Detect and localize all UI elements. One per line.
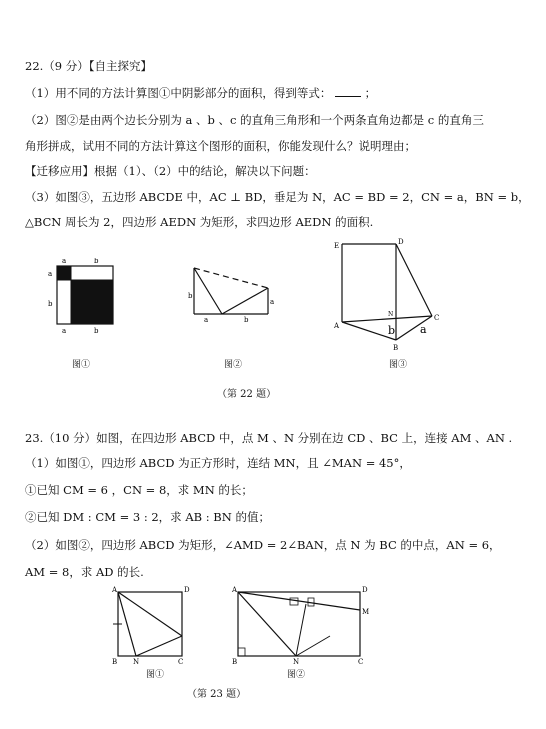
q23-heading: 23.（10 分）如图，在四边形 ABCD 中，点 M 、N 分别在边 CD 、BC 上，连接 AM 、AN . [25, 431, 513, 445]
q22-part2-line1: （2）图②是由两个边长分别为 a 、b 、c 的直角三角形和一个两条直角边都是 c 的直角三 [25, 113, 484, 127]
q23-figure-1 [110, 584, 192, 666]
q23-fig1-AM [118, 592, 182, 636]
fig1-small-shaded-square [57, 266, 71, 280]
q23-fig2-AM [238, 592, 360, 610]
fig3-label-E: E [334, 242, 340, 250]
q23-fig2-label-D: D [362, 586, 368, 594]
fig1-large-shaded-square [71, 280, 113, 324]
q23-fig2-label-B: B [232, 658, 238, 666]
q23-fig2-label-N: N [293, 658, 300, 666]
fig1-label-b-left: b [48, 300, 53, 308]
fig3-edge-BC [396, 316, 432, 340]
q23-fig2-aux-line [296, 604, 306, 656]
fig3-label-A: A [334, 322, 340, 330]
fig3-label-C: C [434, 314, 440, 322]
fig2-label-b-bottom: b [244, 316, 249, 324]
q22-figure-1-caption: 图① [72, 360, 91, 370]
q23-caption: （第 23 题） [187, 689, 247, 700]
q23-part2-line2: AM = 8，求 AD 的长. [25, 565, 144, 579]
q22-part1-end: ； [364, 86, 377, 100]
q22-figure-3-caption: 图③ [389, 360, 408, 370]
q23-fig1-label-C: C [178, 658, 184, 666]
q23-fig2-mark-1 [290, 598, 298, 605]
fig1-label-b-bottom: b [94, 327, 99, 334]
q22-part2-line2: 角形拼成，试用不同的方法计算这个图形的面积，你能发现什么？说明理由； [25, 139, 416, 153]
q23-fig1-label-A: A [112, 586, 118, 594]
q23-part2-line1: （2）如图②，四边形 ABCD 为矩形，∠AMD = 2∠BAN，点 N 为 BC 的中点，AN = 6， [25, 538, 501, 552]
fig3-label-D: D [398, 238, 404, 246]
q23-fig2-label-M: M [362, 608, 370, 616]
q22-part1-text: （1）用不同的方法计算图①中阴影部分的面积，得到等式： [25, 86, 332, 100]
fig1-label-a-left: a [48, 270, 53, 278]
q22-answer-blank [335, 86, 361, 97]
fig3-diagonal-AC [342, 316, 432, 322]
q23-fig1-MN [136, 636, 182, 656]
q22-figure-1 [40, 258, 126, 334]
q23-fig2-label-C: C [358, 658, 364, 666]
q23-fig2-right-angle [238, 648, 245, 656]
q23-fig2-label-A: A [232, 586, 238, 594]
fig2-dashed-hypotenuse [194, 268, 268, 288]
fig3-label-N: N [388, 311, 394, 318]
fig1-label-a-top: a [62, 258, 67, 265]
q23-figure-2 [230, 584, 370, 666]
q23-fig2-AN [238, 592, 296, 656]
q22-caption: （第 22 题） [217, 389, 277, 400]
fig2-label-a-right: a [270, 298, 275, 306]
q23-part1-sub1: ①已知 CM = 6 ，CN = 8，求 MN 的长； [25, 483, 253, 497]
fig3-label-b: b [388, 324, 396, 337]
q23-part1-sub2: ②已知 DM : CM = 3 : 2，求 AB : BN 的值； [25, 510, 270, 524]
fig3-label-B: B [393, 344, 399, 352]
q23-figure-2-caption: 图② [287, 670, 306, 680]
q23-part1: （1）如图①，四边形 ABCD 为正方形时，连结 MN，且 ∠MAN = 45°， [25, 456, 411, 470]
q22-figure-2 [184, 262, 276, 326]
fig3-label-a: a [420, 323, 427, 336]
fig1-label-b-top: b [94, 258, 99, 265]
fig2-line-right [222, 288, 268, 314]
q23-fig1-label-D: D [184, 586, 190, 594]
q22-transfer-heading: 【迁移应用】根据（1）、（2）中的结论，解决以下问题： [25, 164, 316, 178]
q22-part1 [25, 86, 546, 100]
fig3-edge-DC [396, 244, 432, 316]
fig1-label-a-bottom: a [62, 327, 67, 334]
q22-part3-line2: △BCN 周长为 2，四边形 AEDN 为矩形，求四边形 AEDN 的面积. [25, 215, 374, 229]
q23-figure-1-caption: 图① [146, 670, 165, 680]
q22-figure-2-caption: 图② [224, 360, 243, 370]
fig2-label-a-bottom: a [204, 316, 209, 324]
q23-fig1-label-N: N [133, 658, 140, 666]
q22-heading: 22.（9 分）【自主探究】 [25, 59, 153, 73]
q23-fig1-label-B: B [112, 658, 118, 666]
q22-part3-line1: （3）如图③，五边形 ABCDE 中，AC ⊥ BD，垂足为 N，AC = BD = 2，CN = a，BN = b， [25, 190, 530, 204]
fig2-label-b: b [188, 292, 193, 300]
q23-fig2-aux-line-2 [296, 636, 330, 656]
q22-figure-3 [332, 236, 444, 354]
